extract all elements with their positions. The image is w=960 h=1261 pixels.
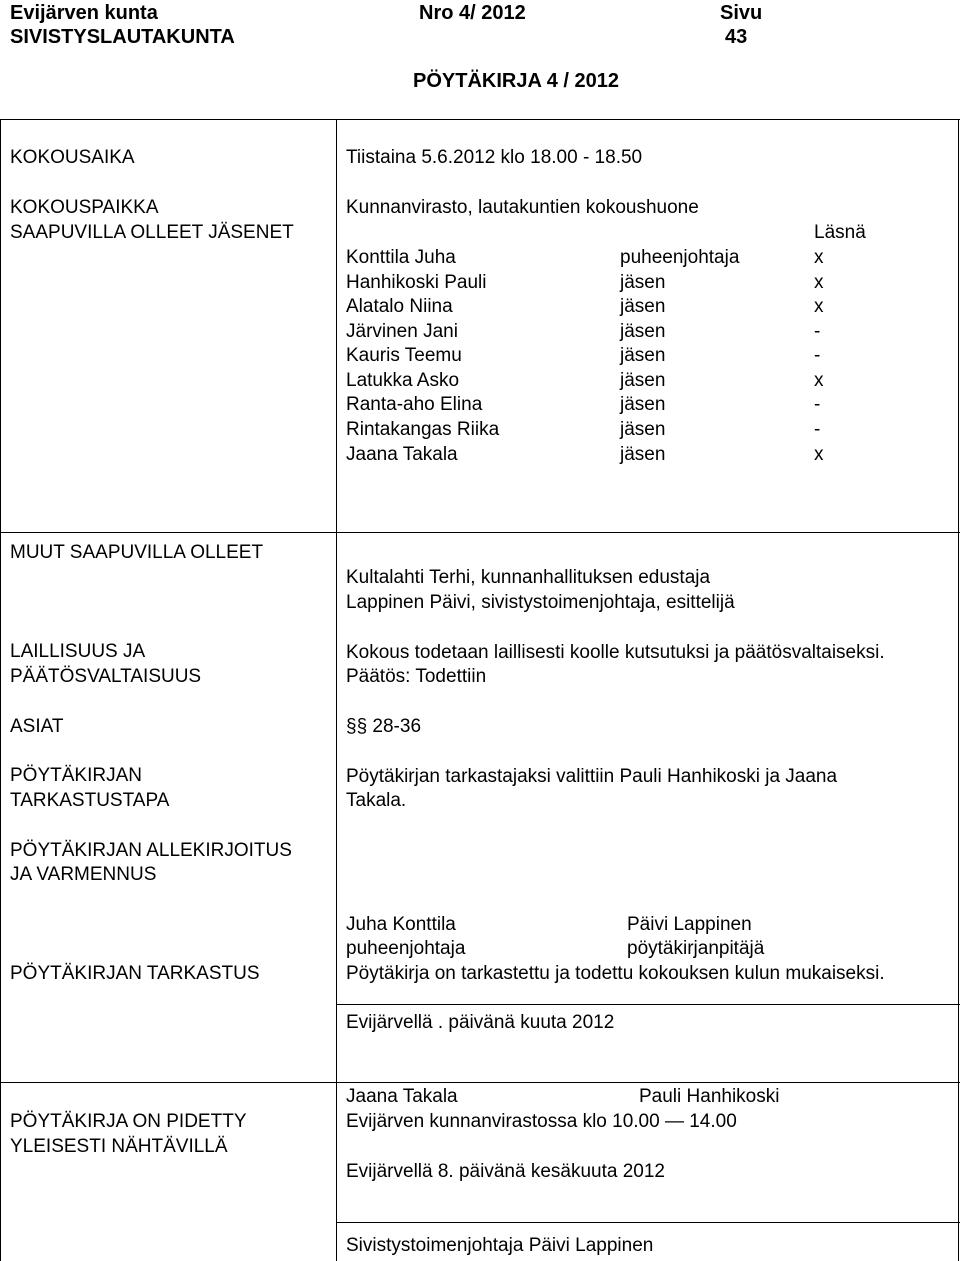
member-present: x [814,272,824,293]
member-role: jäsen [620,345,666,366]
meeting-time-label: KOKOUSAIKA [10,147,135,168]
member-present: x [814,296,824,317]
municipality-name: Evijärven kunta [10,2,158,24]
display-signer: Sivistystoimenjohtaja Päivi Lappinen [346,1235,654,1256]
member-name: Konttila Juha [346,247,456,268]
display-label: YLEISESTI NÄHTÄVILLÄ [10,1136,228,1157]
signer-name: Päivi Lappinen [627,914,752,935]
signature-label: JA VARMENNUS [10,864,157,885]
board-name: SIVISTYSLAUTAKUNTA [10,26,235,48]
member-name: Hanhikoski Pauli [346,272,487,293]
page-label: Sivu [720,2,763,24]
member-role: jäsen [620,272,666,293]
member-role: puheenjohtaja [620,247,740,268]
legality-text: Kokous todetaan laillisesti koolle kutsutuksi ja päätösvaltaiseksi. [346,642,885,663]
meeting-time-value: Tiistaina 5.6.2012 klo 18.00 - 18.50 [346,147,643,168]
member-name: Kauris Teemu [346,345,462,366]
member-present: - [814,345,821,366]
members-label: SAAPUVILLA OLLEET JÄSENET [10,222,294,243]
review-method-text: Takala. [346,790,407,811]
signer-role: pöytäkirjanpitäjä [627,938,765,959]
member-role: jäsen [620,419,666,440]
items-value: §§ 28-36 [346,716,422,737]
review-text: Pöytäkirja on tarkastettu ja todettu kokouksen kulun mukaiseksi. [346,963,885,984]
member-name: Ranta-aho Elina [346,394,483,415]
member-role: jäsen [620,321,666,342]
grid-line [0,1082,960,1083]
member-present: x [814,247,824,268]
grid-line [336,1222,960,1223]
meeting-place-label: KOKOUSPAIKKA [10,197,159,218]
signer-name: Juha Konttila [346,914,456,935]
document-title: PÖYTÄKIRJA 4 / 2012 [413,70,620,92]
issue-number: Nro 4/ 2012 [419,2,526,24]
others-line: Kultalahti Terhi, kunnanhallituksen edustaja [346,567,711,588]
items-label: ASIAT [10,716,64,737]
signature-label: PÖYTÄKIRJAN ALLEKIRJOITUS [10,840,292,861]
member-name: Järvinen Jani [346,321,458,342]
grid-line [336,1004,960,1005]
display-text: Evijärven kunnanvirastossa klo 10.00 — 14.00 [346,1111,737,1132]
page-number: 43 [725,26,748,48]
member-name: Jaana Takala [346,444,458,465]
member-present: - [814,321,821,342]
member-present: x [814,370,824,391]
review-place-date: Evijärvellä . päivänä kuuta 2012 [346,1012,615,1033]
member-role: jäsen [620,370,666,391]
legality-label: PÄÄTÖSVALTAISUUS [10,666,202,687]
grid-line [0,532,960,533]
member-role: jäsen [620,394,666,415]
review-method-text: Pöytäkirjan tarkastajaksi valittiin Pauli Hanhikoski ja Jaana [346,766,838,787]
present-header: Läsnä [814,222,866,243]
display-label: PÖYTÄKIRJA ON PIDETTY [10,1111,247,1132]
member-role: jäsen [620,444,666,465]
signer-role: puheenjohtaja [346,938,466,959]
member-name: Alatalo Niina [346,296,453,317]
grid-line [336,119,337,1261]
grid-line [958,119,959,1261]
others-label: MUUT SAAPUVILLA OLLEET [10,542,264,563]
review-method-label: PÖYTÄKIRJAN [10,765,142,786]
legality-decision: Päätös: Todettiin [346,666,487,687]
reviewer-name: Pauli Hanhikoski [639,1086,780,1107]
legality-label: LAILLISUUS JA [10,641,146,662]
others-line: Lappinen Päivi, sivistystoimenjohtaja, esittelijä [346,592,735,613]
member-present: - [814,394,821,415]
grid-line [0,119,960,120]
member-name: Latukka Asko [346,370,460,391]
member-present: x [814,444,824,465]
review-label: PÖYTÄKIRJAN TARKASTUS [10,963,260,984]
review-method-label: TARKASTUSTAPA [10,790,170,811]
member-present: - [814,419,821,440]
meeting-place-value: Kunnanvirasto, lautakuntien kokoushuone [346,197,699,218]
grid-line [0,119,1,1261]
member-role: jäsen [620,296,666,317]
reviewer-name: Jaana Takala [346,1086,458,1107]
member-name: Rintakangas Riika [346,419,500,440]
display-place-date: Evijärvellä 8. päivänä kesäkuuta 2012 [346,1161,665,1182]
